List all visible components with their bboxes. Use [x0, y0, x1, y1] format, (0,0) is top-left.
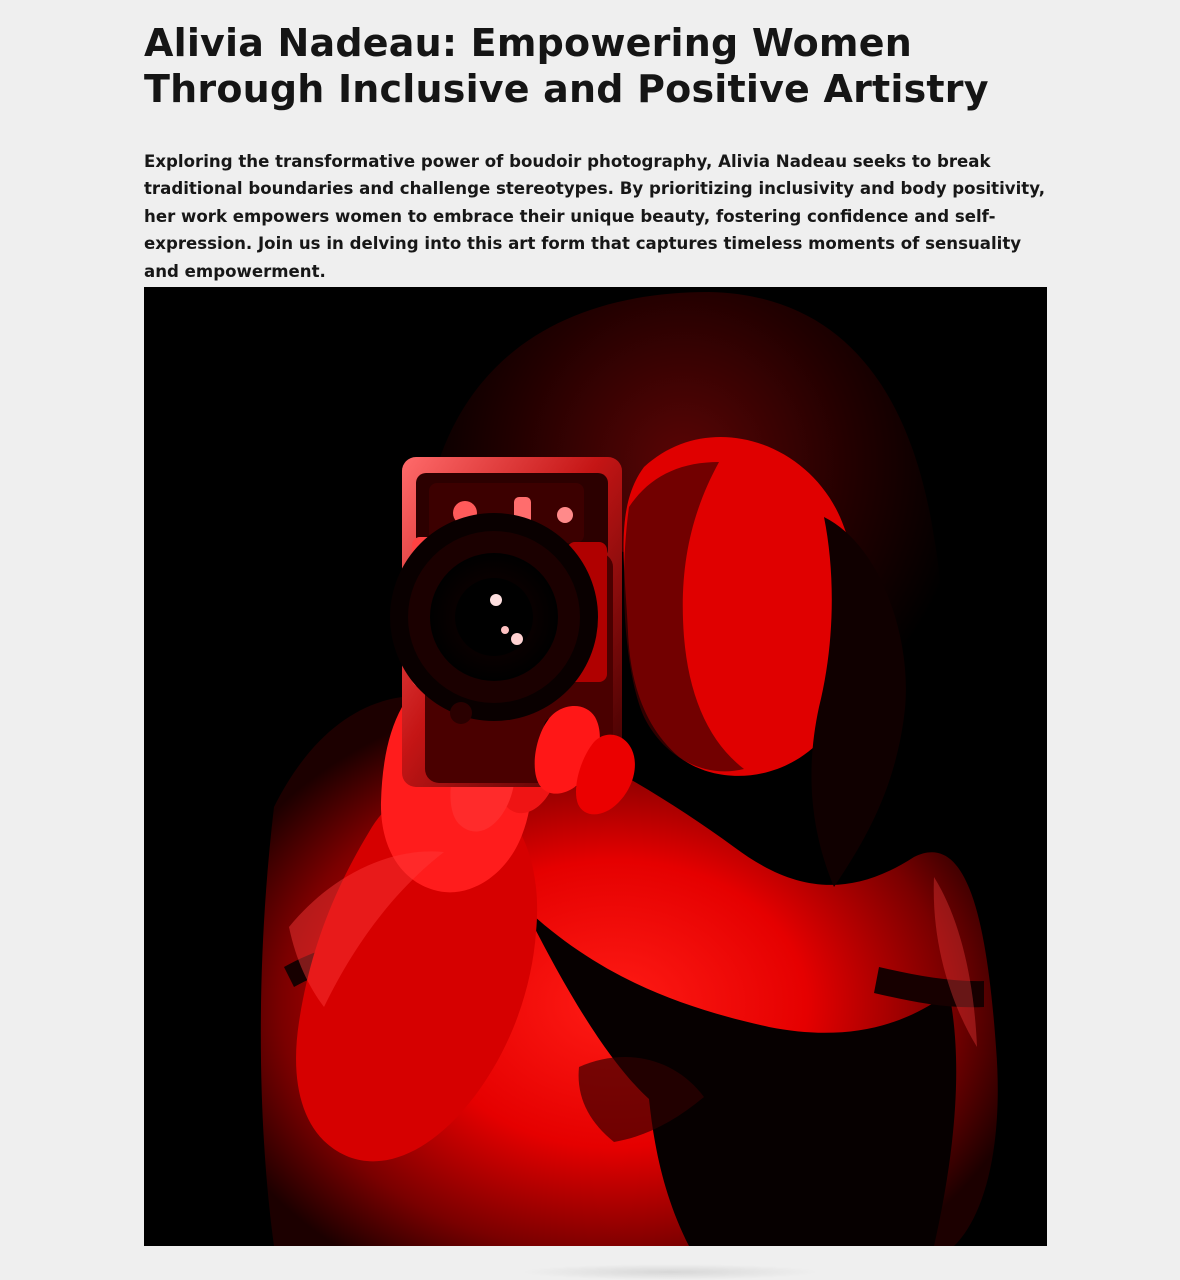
image-shadow	[520, 1264, 820, 1280]
article-intro: Exploring the transformative power of boudoir photography, Alivia Nadeau seeks to break traditional boundaries and challenge stereotypes. By prioritizing inclusivity and body positivity, her work empowers women to embrace their unique beauty, fostering confidence and self-expression. Join us in delving into this art form that captures timeless moments of sensuality and empowerment.	[144, 152, 1046, 281]
woman-with-camera-photo	[144, 287, 1047, 1246]
hero-image	[144, 287, 1047, 1246]
article-header	[144, 20, 1047, 285]
article-title: Alivia Nadeau: Empowering Women Through Inclusive and Positive Artistry	[144, 21, 989, 111]
